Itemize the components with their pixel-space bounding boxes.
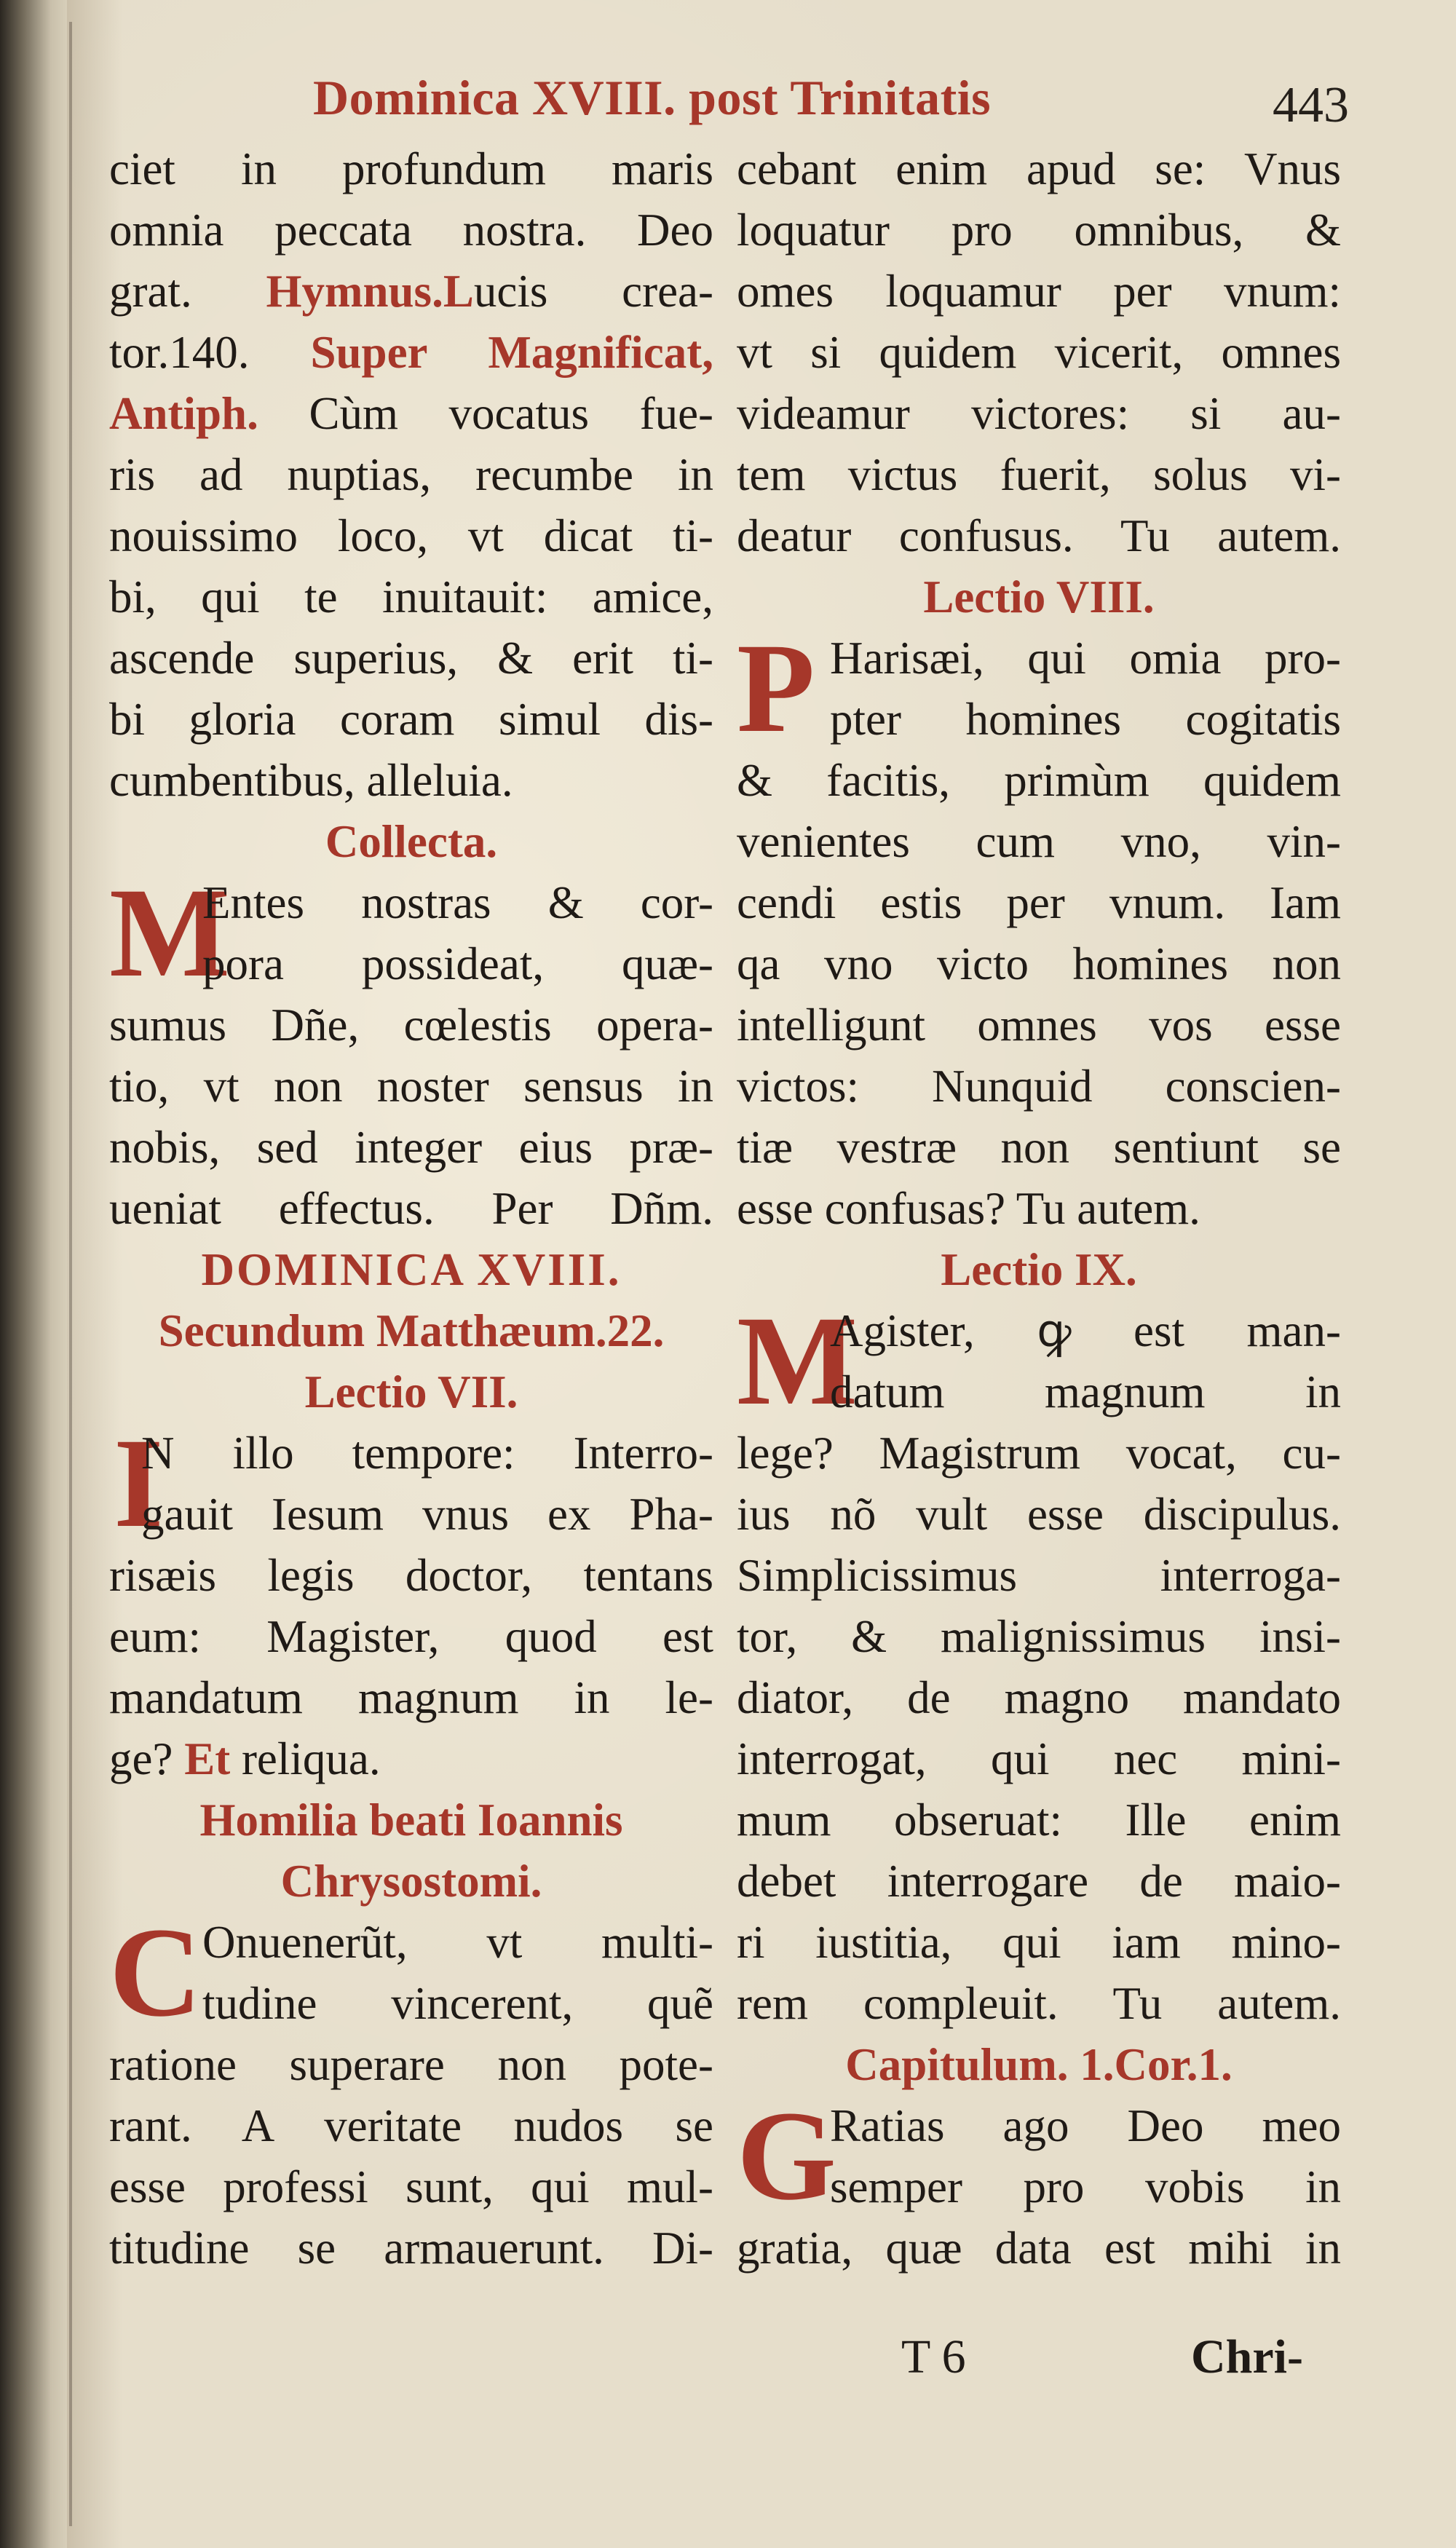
heading-homilia: Homilia beati Ioannis bbox=[199, 1795, 623, 1845]
drop-cap-initial: M bbox=[109, 862, 231, 1004]
text-line: ri iustitia, qui iam mino- bbox=[737, 1917, 1341, 1968]
text-line: N illo tempore: Interro- bbox=[141, 1428, 713, 1479]
text-line: tio, vt non noster sensus in bbox=[109, 1061, 713, 1112]
text-line: gratia, quæ data est mihi in bbox=[737, 2223, 1341, 2274]
text-line: ueniat effectus. Per Dñm. bbox=[109, 1183, 713, 1234]
drop-cap-initial: M bbox=[737, 1290, 858, 1432]
text-line: Entes nostras & cor- bbox=[202, 877, 713, 928]
text-line: interrogat, qui nec mini- bbox=[737, 1733, 1341, 1784]
drop-cap-initial: G bbox=[737, 2085, 836, 2227]
text-line: cebant enim apud se: Vnus bbox=[737, 143, 1341, 194]
text-line: lege? Magistrum vocat, cu- bbox=[737, 1428, 1341, 1479]
text-line: tiæ vestræ non sentiunt se bbox=[737, 1122, 1341, 1173]
text-line: deatur confusus. Tu autem. bbox=[737, 510, 1341, 561]
text-line: semper pro vobis in bbox=[830, 2161, 1341, 2212]
text-line: grat. Hymnus.Lucis crea- bbox=[109, 266, 713, 317]
text-line: eum: Magister, quod est bbox=[109, 1611, 713, 1662]
text-line: datum magnum in bbox=[830, 1366, 1341, 1417]
heading-collecta: Collecta. bbox=[325, 816, 498, 867]
heading-chrysostomi: Chrysostomi. bbox=[280, 1856, 542, 1907]
drop-cap-paragraph bbox=[737, 617, 1341, 759]
page-fore-edge bbox=[0, 0, 73, 2548]
text-line: ge? Et reliqua. bbox=[109, 1733, 381, 1784]
text-line: ciet in profundum maris bbox=[109, 143, 713, 194]
text-line: videamur victores: si au- bbox=[737, 388, 1341, 439]
left-column bbox=[109, 138, 713, 2279]
text-line: omnia peccata nostra. Deo bbox=[109, 205, 713, 256]
drop-cap-paragraph bbox=[737, 2085, 1341, 2227]
text-line: nouissimo loco, vt dicat ti- bbox=[109, 510, 713, 561]
text-line: titudine se armauerunt. Di- bbox=[109, 2223, 713, 2274]
text-line: intelligunt omnes vos esse bbox=[737, 1000, 1341, 1051]
rubric-hymnus: Hymnus. bbox=[266, 266, 443, 317]
text-line: pora possideat, quæ- bbox=[202, 938, 713, 989]
text-line: mum obseruat: Ille enim bbox=[737, 1795, 1341, 1845]
heading-lectio-8: Lectio VIII. bbox=[923, 571, 1155, 622]
text-line: Onuenerũt, vt multi- bbox=[202, 1917, 713, 1968]
signature-mark: T 6 bbox=[901, 2330, 966, 2383]
text-line: esse confusas? Tu autem. bbox=[737, 1183, 1200, 1234]
drop-cap-initial: I bbox=[114, 1412, 164, 1554]
text-line: venientes cum vno, vin- bbox=[737, 816, 1341, 867]
heading-lectio-9: Lectio IX. bbox=[941, 1244, 1137, 1295]
text-line: bi gloria coram simul dis- bbox=[109, 694, 713, 745]
text-line: loquatur pro omnibus, & bbox=[737, 205, 1341, 256]
catchword: Chri- bbox=[1191, 2330, 1303, 2383]
drop-cap-initial: P bbox=[737, 617, 815, 759]
heading-dominica: DOMINICA XVIII. bbox=[201, 1244, 622, 1295]
text-line: qa vno victo homines non bbox=[737, 938, 1341, 989]
text-line: Antiph. Cùm vocatus fue- bbox=[109, 388, 714, 439]
text-line: bi, qui te inuitauit: amice, bbox=[109, 571, 713, 622]
running-head: Dominica XVIII. post Trinitatis bbox=[313, 70, 992, 125]
text-line: victos: Nunquid conscien- bbox=[737, 1061, 1341, 1112]
text-line: ius nõ vult esse discipulus. bbox=[737, 1489, 1341, 1540]
text-line: ratione superare non pote- bbox=[109, 2039, 713, 2090]
text-line: diator, de magno mandato bbox=[737, 1672, 1341, 1723]
text-line: tor, & malignissimus insi- bbox=[737, 1611, 1341, 1662]
rubric-magnificat: Super Magnificat, bbox=[310, 327, 713, 378]
page-number: 443 bbox=[1273, 77, 1349, 133]
text-line: Agister, ꝙ est man- bbox=[830, 1305, 1341, 1356]
text-line: rem compleuit. Tu autem. bbox=[737, 1978, 1341, 2029]
heading-lectio-7: Lectio VII. bbox=[304, 1366, 518, 1417]
drop-cap-paragraph bbox=[109, 1902, 713, 2043]
text-line: Harisæi, qui omia pro- bbox=[830, 633, 1341, 684]
text-line: tor.140. Super Magnificat, bbox=[109, 327, 713, 378]
heading-capitulum: Capitulum. 1.Cor.1. bbox=[845, 2039, 1233, 2090]
drop-cap-initial: C bbox=[109, 1902, 202, 2043]
text-line: vt si quidem vicerit, omnes bbox=[737, 327, 1341, 378]
text-line: nobis, sed integer eius præ- bbox=[109, 1122, 713, 1173]
text-line: mandatum magnum in le- bbox=[109, 1672, 713, 1723]
text-line: cendi estis per vnum. Iam bbox=[737, 877, 1341, 928]
drop-cap-paragraph bbox=[737, 1290, 1341, 1432]
heading-secundum: Secundum Matthæum.22. bbox=[158, 1305, 665, 1356]
drop-cap-paragraph bbox=[109, 862, 713, 1004]
rubric-antiphon: Antiph. bbox=[109, 388, 258, 439]
right-column bbox=[737, 138, 1341, 2279]
text-line: rant. A veritate nudos se bbox=[109, 2100, 713, 2151]
text-line: debet interrogare de maio- bbox=[737, 1856, 1341, 1907]
text-line: ascende superius, & erit ti- bbox=[109, 633, 713, 684]
text-line: Ratias ago Deo meo bbox=[830, 2100, 1341, 2151]
text-line: pter homines cogitatis bbox=[830, 694, 1341, 745]
gutter-line bbox=[69, 22, 72, 2526]
rubric-et: Et bbox=[184, 1733, 231, 1784]
text-line: & facitis, primùm quidem bbox=[737, 755, 1341, 806]
text-line: tudine vincerent, quẽ bbox=[202, 1978, 713, 2029]
text-line: tem victus fuerit, solus vi- bbox=[737, 449, 1341, 500]
text-line: cumbentibus, alleluia. bbox=[109, 755, 513, 806]
text-line: omes loquamur per vnum: bbox=[737, 266, 1341, 317]
text-line: esse professi sunt, qui mul- bbox=[109, 2161, 713, 2212]
text-line: gauit Iesum vnus ex Pha- bbox=[141, 1489, 713, 1540]
text-line: ris ad nuptias, recumbe in bbox=[109, 449, 713, 500]
text-line: risæis legis doctor, tentans bbox=[109, 1550, 713, 1601]
text-line: sumus Dñe, cœlestis opera- bbox=[109, 1000, 713, 1051]
drop-cap-paragraph bbox=[109, 1412, 713, 1554]
text-line: Simplicissimus interroga- bbox=[737, 1550, 1341, 1601]
